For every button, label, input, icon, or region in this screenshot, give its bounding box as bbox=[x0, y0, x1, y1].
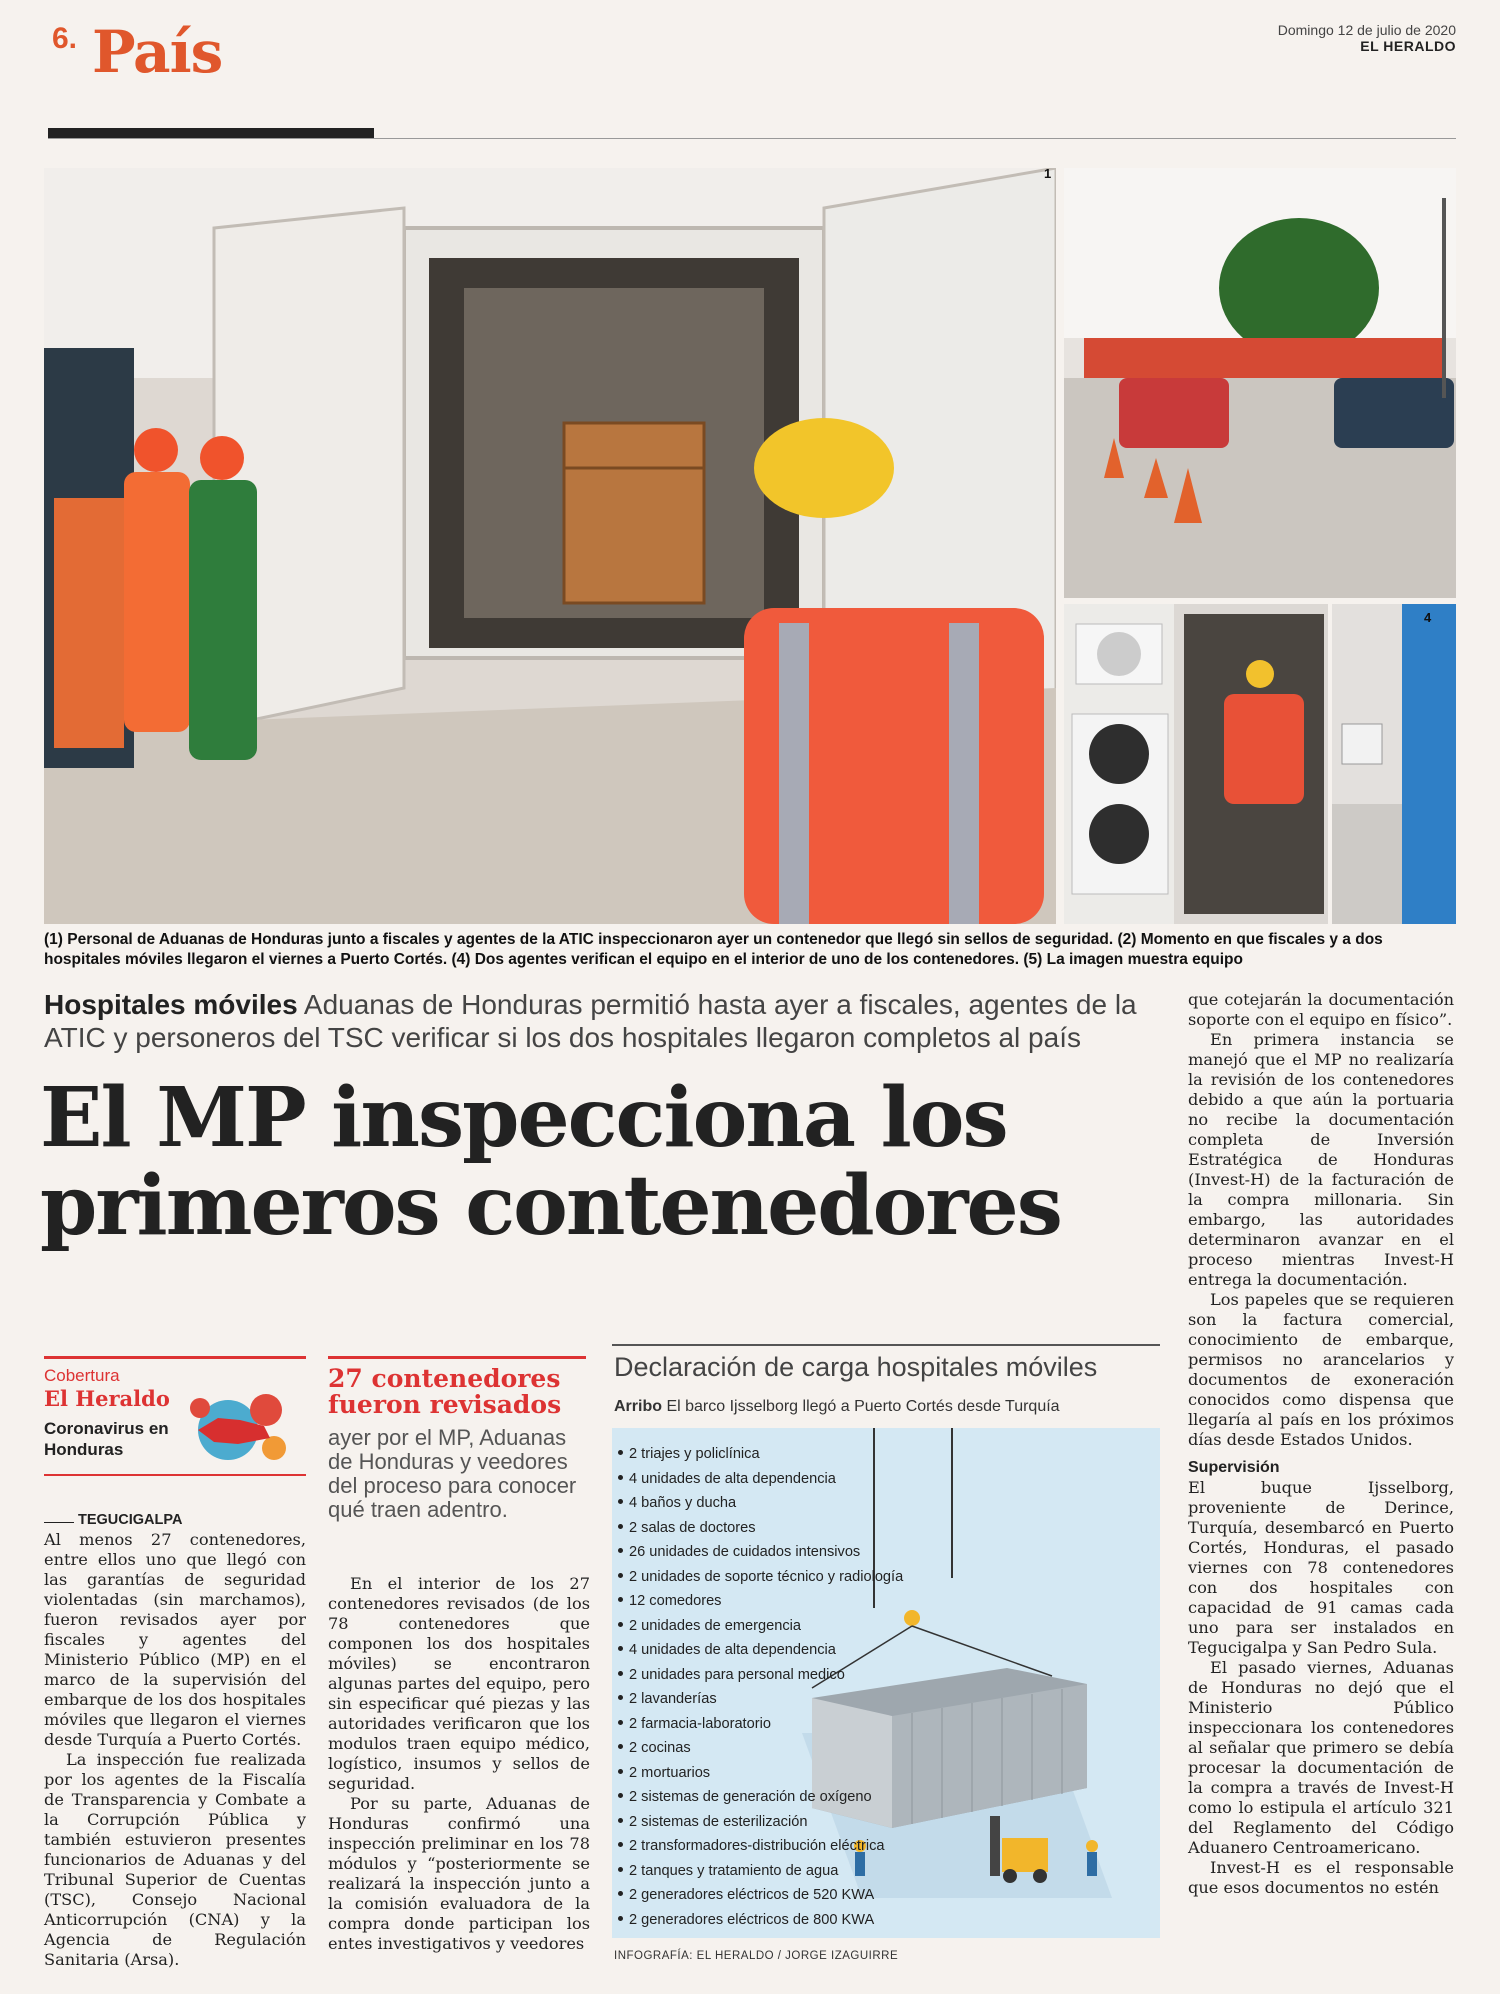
section-title: País bbox=[92, 18, 223, 86]
paragraph: En primera instancia se manejó que el MP no realizaría la revisión de los contenedores debido a que aún la portuaria no recibe la documentación completa de Inversión Estratégica de Honduras (Invest-H) de la facturación de la compra millonaria. Sin embargo, las autoridades determinaron avanzar en el proceso mientras Invest-H entrega la documentación. bbox=[1188, 1030, 1454, 1289]
paragraph: El buque Ijsselborg, proveniente de Derince, Turquía, desembarcó en Puerto Cortés, Honduras, el pasado viernes con 78 contenedores con dos hospitales con capacidad de 91 camas cada uno para ser instalados en Tegucigalpa y San Pedro Sula. bbox=[1188, 1478, 1454, 1657]
cobertura-bottom-rule bbox=[44, 1474, 306, 1476]
cobertura-brand: El Heraldo bbox=[44, 1386, 170, 1411]
infographic-subtitle bbox=[614, 1398, 1174, 1416]
kicker-lead: Hospitales móviles bbox=[44, 989, 298, 1020]
article-column-2 bbox=[328, 1574, 590, 1954]
headline: El MP inspecciona los primeros contenedores bbox=[40, 1070, 1061, 1254]
sidebar-headline: 27 contenedores fueron revisados bbox=[328, 1364, 562, 1419]
paragraph: Al menos 27 contenedores, entre ellos uno que llegó con las garantías de seguridad violentadas (sin marchamos), fueron revisados ayer por fiscales y agentes del Ministerio Público (MP) en el marco de la supervisión del embarque de los dos hospitales móviles que llegaron el viernes desde Turquía a Puerto Cortés. bbox=[44, 1530, 306, 1749]
paragraph: Por su parte, Aduanas de Honduras confirmó una inspección preliminar en los 78 módulos y “posteriormente se realizará la inspección junto a la comisión evaluadora de la compra donde participan los entes investigativos y veedores bbox=[328, 1794, 590, 1953]
list-item: 4 unidades de alta dependencia bbox=[614, 1638, 903, 1663]
dateline: TEGUCIGALPA bbox=[78, 1512, 183, 1528]
publication-name: EL HERALDO bbox=[1360, 38, 1456, 54]
infographic-rule bbox=[612, 1344, 1160, 1346]
list-item: 2 transformadores-distribución eléctrica bbox=[614, 1834, 903, 1859]
photo-agents-inside-container bbox=[1064, 604, 1328, 924]
photo-number-1: 1 bbox=[1044, 166, 1052, 181]
infographic-credit: INFOGRAFÍA: EL HERALDO / JORGE IZAGUIRRE bbox=[614, 1950, 899, 1962]
header-rule bbox=[48, 128, 374, 138]
paragraph: Los papeles que se requieren son la factura comercial, conocimiento de embarque, permisos no arancelarios y documentos de exoneración conocidos como dispensa que llegaría al país en los próximos días desde Estados Unidos. bbox=[1188, 1290, 1454, 1449]
list-item: 4 baños y ducha bbox=[614, 1491, 903, 1516]
photo-main-container-inspection bbox=[44, 168, 1056, 924]
list-item: 26 unidades de cuidados intensivos bbox=[614, 1540, 903, 1565]
list-item: 2 unidades de emergencia bbox=[614, 1614, 903, 1639]
list-item: 2 unidades de soporte técnico y radiología bbox=[614, 1565, 903, 1590]
kicker bbox=[44, 988, 1154, 1054]
cargo-list bbox=[614, 1442, 903, 1932]
list-item: 2 lavanderías bbox=[614, 1687, 903, 1712]
kicker-text: Aduanas de Honduras permitió hasta ayer a fiscales, agentes de la ATIC y personeros del TSC verificar si los dos hospitales llegaron completos al país bbox=[44, 989, 1137, 1053]
list-item: 4 unidades de alta dependencia bbox=[614, 1467, 903, 1492]
sidebar-subhead: ayer por el MP, Aduanas de Honduras y veedores del proceso para conocer qué traen adentro. bbox=[328, 1425, 577, 1522]
cobertura-label: Cobertura bbox=[44, 1366, 120, 1385]
subhead-supervision: Supervisión bbox=[1188, 1459, 1280, 1476]
photo-number-4: 4 bbox=[1424, 610, 1432, 625]
list-item: 2 generadores eléctricos de 520 KWA bbox=[614, 1883, 903, 1908]
list-item: 2 cocinas bbox=[614, 1736, 903, 1761]
infographic-sub-lead: Arribo bbox=[614, 1398, 662, 1415]
photo-vehicles-checkpoint bbox=[1064, 168, 1456, 598]
virus-map-icon bbox=[178, 1380, 302, 1472]
cobertura-topic: Coronavirus en Honduras bbox=[44, 1419, 169, 1459]
paragraph: La inspección fue realizada por los agentes de la Fiscalía de Transparencia y Combate a la Corrupción Pública y también estuvieron presentes funcionarios de Aduanas y del Tribunal Superior de Cuentas (TSC), Consejo Nacional Anticorrupción (CNA) y la Agencia de Regulación Sanitaria (Arsa). bbox=[44, 1750, 306, 1969]
page-number: 6. bbox=[52, 22, 78, 55]
article-column-3 bbox=[1188, 990, 1454, 1898]
paragraph: Invest-H es el responsable que esos documentos no estén bbox=[1188, 1858, 1454, 1897]
publication-date: Domingo 12 de julio de 2020 bbox=[1277, 22, 1456, 38]
list-item: 2 sistemas de generación de oxígeno bbox=[614, 1785, 903, 1810]
paragraph: que cotejarán la documentación soporte con el equipo en físico”. bbox=[1188, 990, 1454, 1029]
header-thin-rule bbox=[48, 138, 1456, 139]
dateline-rule bbox=[44, 1522, 74, 1523]
photo-caption: (1) Personal de Aduanas de Honduras junto a fiscales y agentes de la ATIC inspeccionaron ayer un contenedor que llegó sin sellos de seguridad. (2) Momento en que fiscales y a dos hospitales móviles llegaron el viernes a Puerto Cortés. (4) Dos agentes verifican el equipo en el interior de uno de los contenedores. (5) La imagen muestra equipo bbox=[44, 931, 1383, 968]
paragraph: En el interior de los 27 contenedores revisados (de los 78 contenedores que componen los dos hospitales móviles) se encontraron algunas partes del equipo, pero sin especificar qué piezas y las autoridades verificaron que los modulos traen equipo médico, logístico, insumos y sellos de seguridad. bbox=[328, 1574, 590, 1793]
list-item: 2 salas de doctores bbox=[614, 1516, 903, 1541]
paragraph: El pasado viernes, Aduanas de Honduras no dejó que el Ministerio Público inspeccionara los contenedores al señalar que primero se debía procesar la documentación de la compra a través de Invest-H como lo estipula el artículo 321 del Reglamento del Código Aduanero Centroamericano. bbox=[1188, 1658, 1454, 1857]
list-item: 2 sistemas de esterilización bbox=[614, 1810, 903, 1835]
list-item: 2 tanques y tratamiento de agua bbox=[614, 1859, 903, 1884]
list-item: 2 generadores eléctricos de 800 KWA bbox=[614, 1908, 903, 1933]
list-item: 2 farmacia-laboratorio bbox=[614, 1712, 903, 1737]
infographic-title: Declaración de carga hospitales móviles bbox=[614, 1352, 1098, 1382]
list-item: 2 mortuarios bbox=[614, 1761, 903, 1786]
article-column-1 bbox=[44, 1530, 306, 1970]
photo-agent-verifying-equipment bbox=[1332, 604, 1456, 924]
list-item: 12 comedores bbox=[614, 1589, 903, 1614]
list-item: 2 unidades para personal medico bbox=[614, 1663, 903, 1688]
list-item: 2 triajes y policlínica bbox=[614, 1442, 903, 1467]
infographic-sub-text: El barco Ijsselborg llegó a Puerto Cortés desde Turquía bbox=[666, 1398, 1060, 1415]
cobertura-top-rule bbox=[44, 1356, 306, 1359]
sidebar-rule bbox=[328, 1356, 586, 1359]
